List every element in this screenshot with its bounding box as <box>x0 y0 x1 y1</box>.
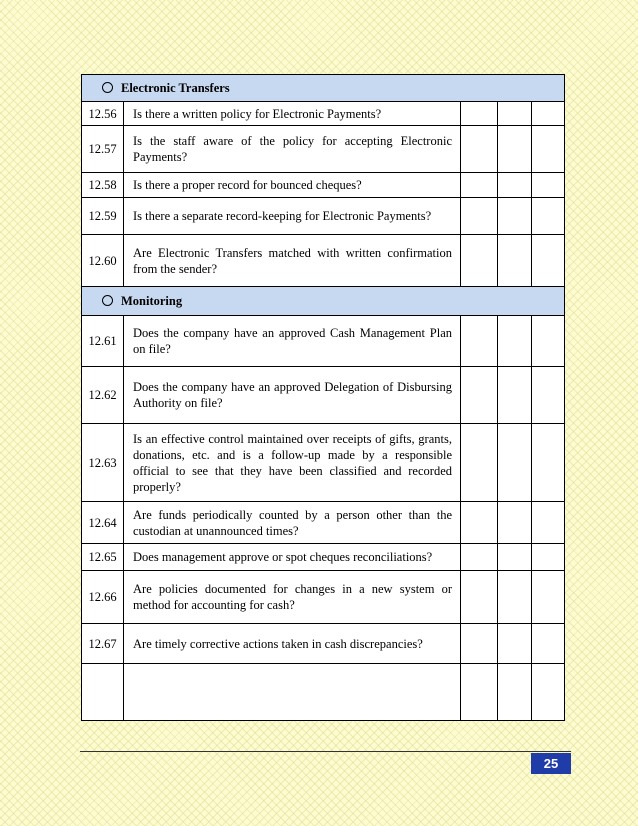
question-text: Is there a written policy for Electronic Payments? <box>124 102 461 126</box>
section-header-electronic-transfers <box>82 75 565 102</box>
table-row <box>82 624 565 664</box>
answer-cell[interactable] <box>532 424 565 502</box>
answer-cell[interactable] <box>532 367 565 424</box>
footer-divider <box>80 751 571 752</box>
answer-cell[interactable] <box>461 571 498 624</box>
circle-bullet-icon <box>102 295 113 306</box>
answer-cell[interactable] <box>461 102 498 126</box>
answer-cell[interactable] <box>498 502 532 544</box>
item-number: 12.62 <box>82 367 124 424</box>
answer-cell[interactable] <box>498 235 532 287</box>
answer-cell[interactable] <box>498 198 532 235</box>
circle-bullet-icon <box>102 82 113 93</box>
section-title: Monitoring <box>121 294 183 308</box>
table-row <box>82 198 565 235</box>
item-number: 12.60 <box>82 235 124 287</box>
question-text: Are funds periodically counted by a person other than the custodian at unannounced times? <box>124 502 461 544</box>
answer-cell[interactable] <box>498 173 532 198</box>
answer-cell[interactable] <box>461 173 498 198</box>
answer-cell[interactable] <box>532 664 565 721</box>
table-row <box>82 316 565 367</box>
answer-cell[interactable] <box>461 544 498 571</box>
answer-cell[interactable] <box>461 235 498 287</box>
table-row <box>82 544 565 571</box>
answer-cell[interactable] <box>532 173 565 198</box>
item-number: 12.64 <box>82 502 124 544</box>
answer-cell[interactable] <box>461 664 498 721</box>
answer-cell[interactable] <box>461 126 498 173</box>
answer-cell[interactable] <box>461 624 498 664</box>
table-row <box>82 102 565 126</box>
answer-cell[interactable] <box>461 367 498 424</box>
table-row <box>82 126 565 173</box>
answer-cell[interactable] <box>532 198 565 235</box>
item-number: 12.61 <box>82 316 124 367</box>
answer-cell[interactable] <box>532 624 565 664</box>
answer-cell[interactable] <box>498 316 532 367</box>
item-number: 12.58 <box>82 173 124 198</box>
question-text: Are Electronic Transfers matched with written confirmation from the sender? <box>124 235 461 287</box>
table-row <box>82 173 565 198</box>
table-row <box>82 571 565 624</box>
answer-cell[interactable] <box>461 198 498 235</box>
question-text: Does the company have an approved Cash Management Plan on file? <box>124 316 461 367</box>
answer-cell[interactable] <box>498 102 532 126</box>
answer-cell[interactable] <box>498 424 532 502</box>
table-row-empty <box>82 664 565 721</box>
section-title: Electronic Transfers <box>121 81 230 95</box>
answer-cell[interactable] <box>461 502 498 544</box>
answer-cell[interactable] <box>532 502 565 544</box>
item-number: 12.65 <box>82 544 124 571</box>
question-text: Is there a proper record for bounced cheques? <box>124 173 461 198</box>
answer-cell[interactable] <box>461 424 498 502</box>
question-text: Is an effective control maintained over receipts of gifts, grants, donations, etc. and is a follow-up made by a responsible official to see that they have been classified and recorded properly? <box>124 424 461 502</box>
item-number: 12.56 <box>82 102 124 126</box>
answer-cell[interactable] <box>532 544 565 571</box>
question-text: Are timely corrective actions taken in cash discrepancies? <box>124 624 461 664</box>
item-number: 12.63 <box>82 424 124 502</box>
table-row <box>82 502 565 544</box>
empty-cell[interactable] <box>82 664 124 721</box>
table-row <box>82 424 565 502</box>
answer-cell[interactable] <box>532 316 565 367</box>
item-number: 12.57 <box>82 126 124 173</box>
question-text: Is the staff aware of the policy for accepting Electronic Payments? <box>124 126 461 173</box>
answer-cell[interactable] <box>532 126 565 173</box>
question-text: Does the company have an approved Delegation of Disbursing Authority on file? <box>124 367 461 424</box>
section-header-monitoring <box>82 287 565 316</box>
answer-cell[interactable] <box>498 664 532 721</box>
answer-cell[interactable] <box>498 624 532 664</box>
empty-cell[interactable] <box>124 664 461 721</box>
question-text: Are policies documented for changes in a new system or method for accounting for cash? <box>124 571 461 624</box>
answer-cell[interactable] <box>498 544 532 571</box>
page-number-badge: 25 <box>531 753 571 774</box>
question-text: Is there a separate record-keeping for Electronic Payments? <box>124 198 461 235</box>
question-text: Does management approve or spot cheques reconciliations? <box>124 544 461 571</box>
table-row <box>82 235 565 287</box>
item-number: 12.66 <box>82 571 124 624</box>
item-number: 12.59 <box>82 198 124 235</box>
checklist-table <box>81 74 565 721</box>
item-number: 12.67 <box>82 624 124 664</box>
answer-cell[interactable] <box>498 367 532 424</box>
answer-cell[interactable] <box>532 571 565 624</box>
answer-cell[interactable] <box>498 571 532 624</box>
answer-cell[interactable] <box>461 316 498 367</box>
answer-cell[interactable] <box>532 102 565 126</box>
answer-cell[interactable] <box>532 235 565 287</box>
answer-cell[interactable] <box>498 126 532 173</box>
table-row <box>82 367 565 424</box>
